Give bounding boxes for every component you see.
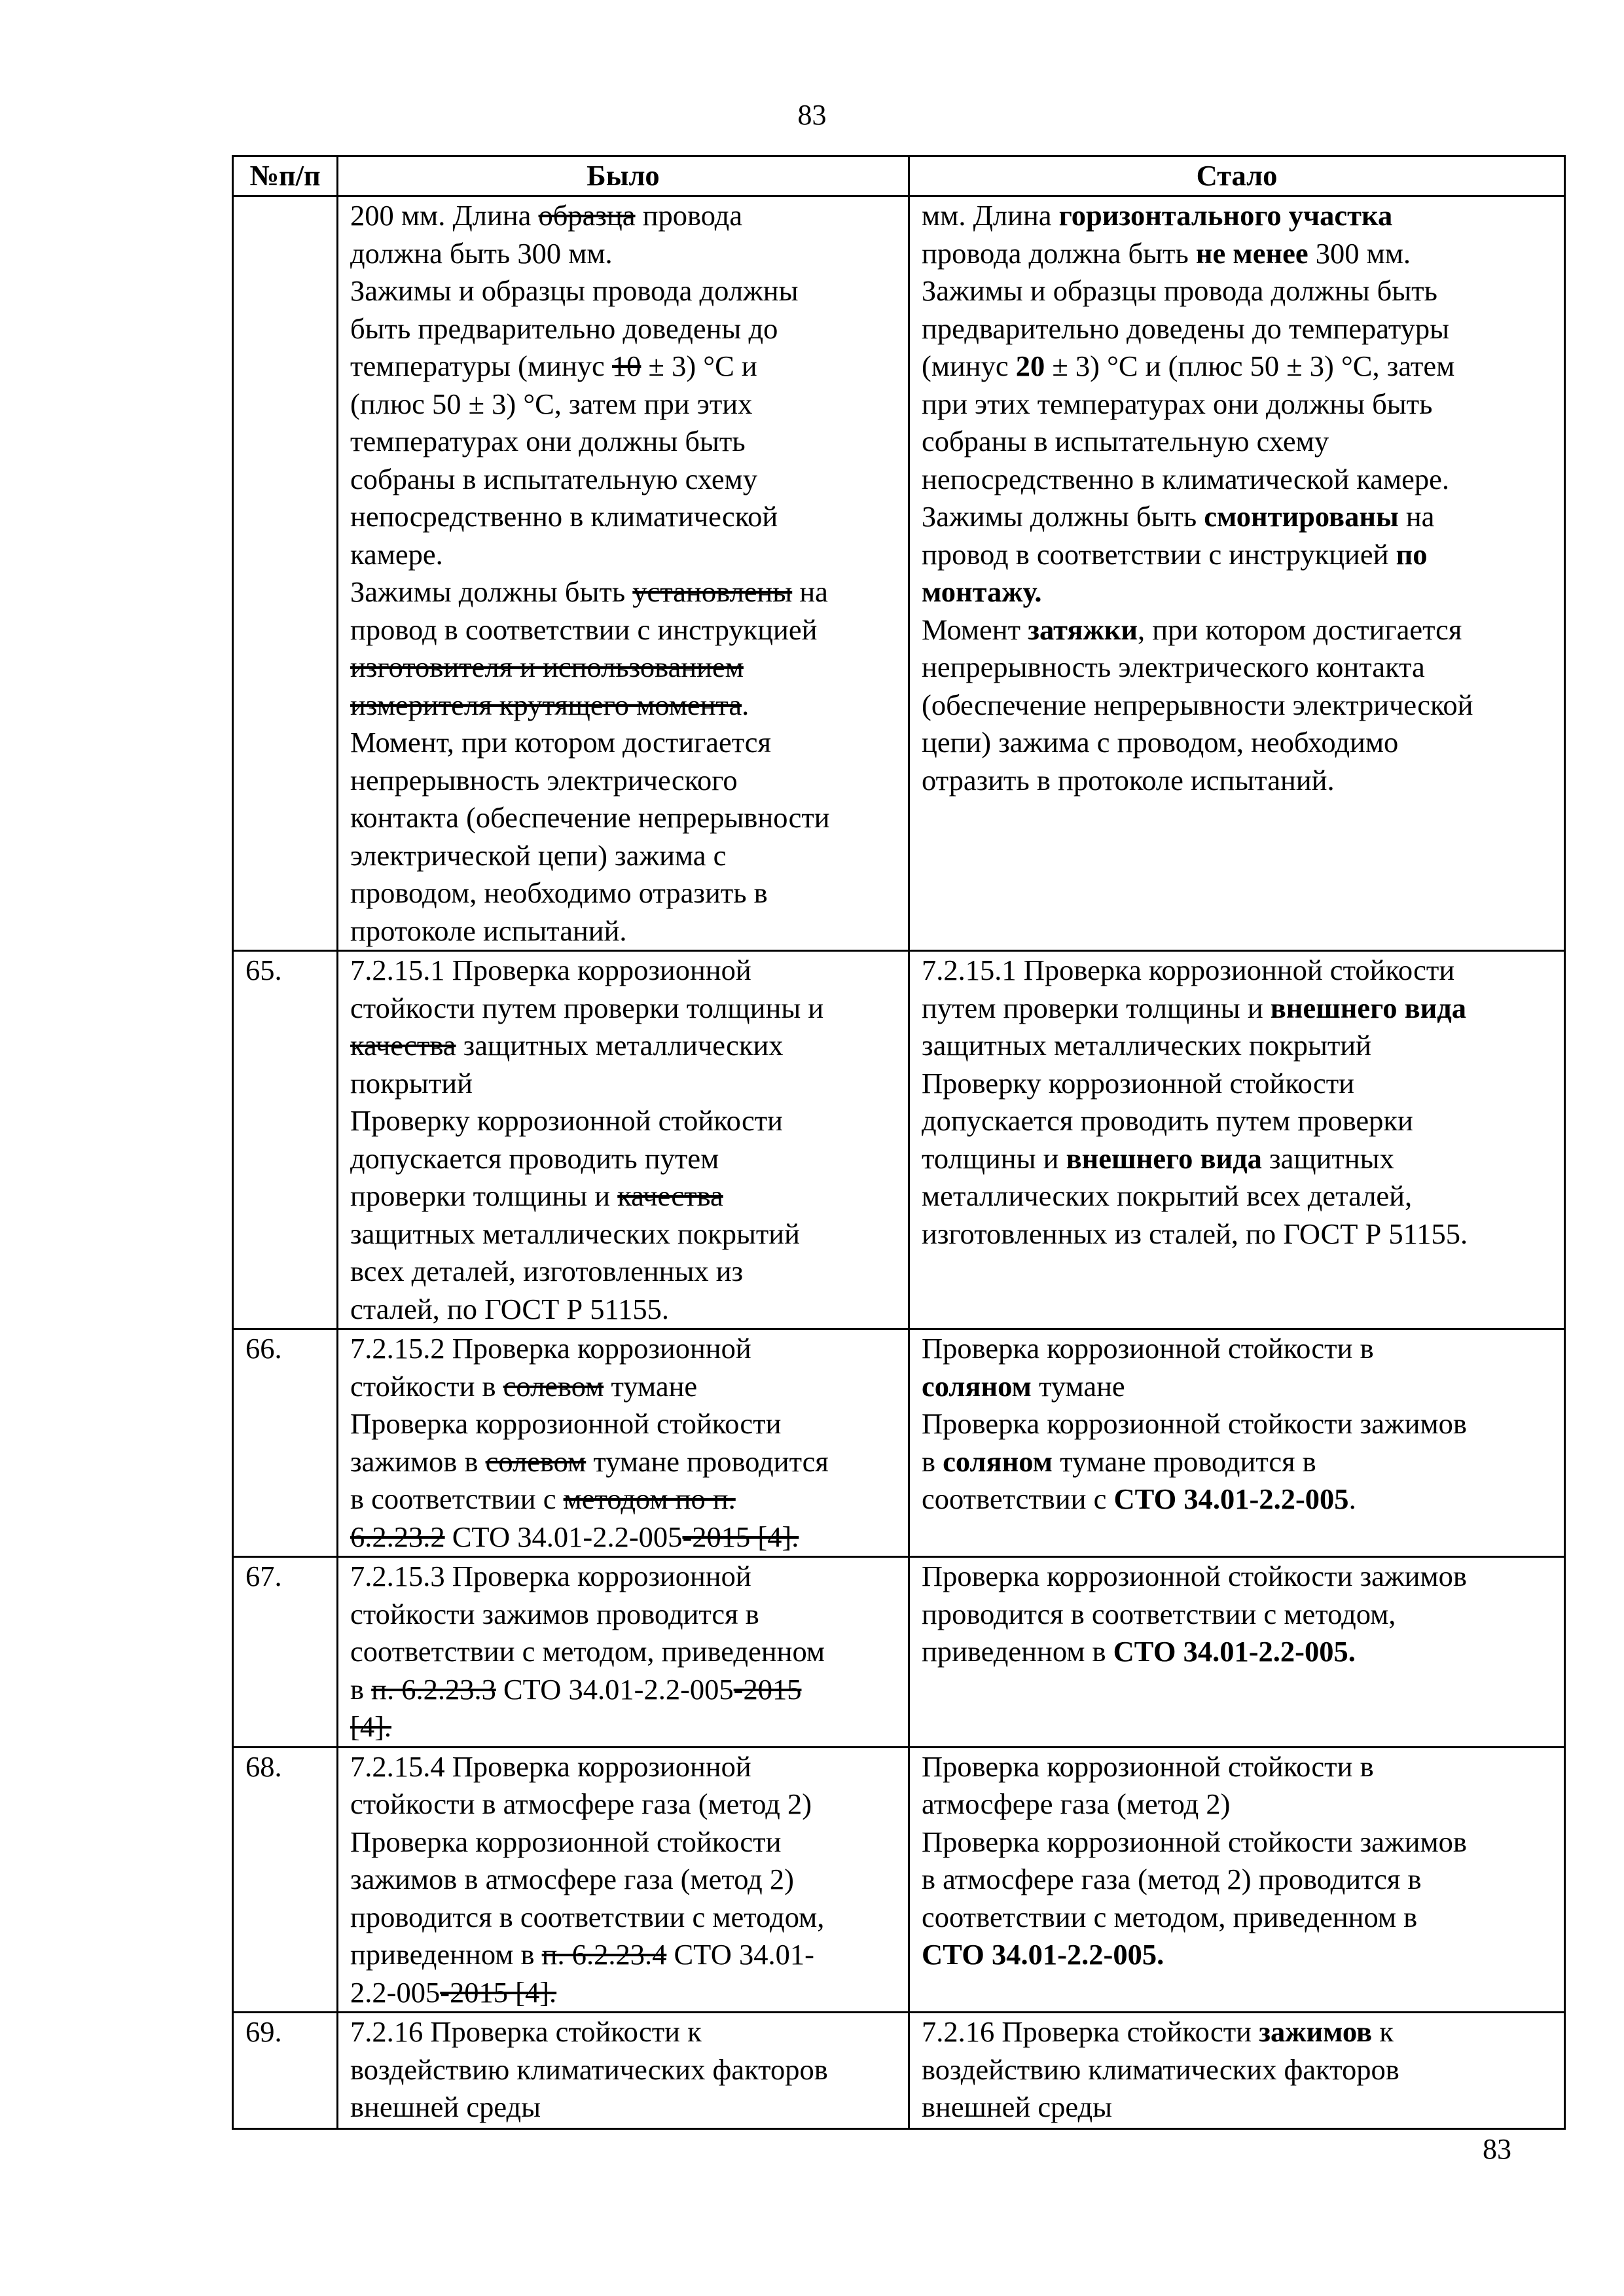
bold-text: затяжки — [1028, 613, 1138, 646]
cell-text-line — [350, 1748, 908, 1786]
text-segment: быть предварительно доведены до — [350, 312, 778, 345]
text-segment: непрерывность электрического — [350, 763, 738, 797]
text-segment: на — [1398, 500, 1435, 533]
cell-text-line — [350, 1177, 908, 1215]
cell-text-line — [350, 1671, 908, 1709]
text-segment: температуры (минус — [350, 350, 612, 382]
text-segment: провода должна быть — [922, 236, 1196, 270]
text-segment: непосредственно в климатической камере. — [922, 462, 1450, 495]
page-number-bottom: 83 — [1483, 2133, 1511, 2165]
cell-text-line — [922, 1861, 1564, 1899]
text-segment: Зажимы и образцы провода должны быть — [922, 274, 1437, 307]
cell-text-line — [350, 1405, 908, 1443]
row-number: 69. — [233, 2013, 338, 2129]
text-segment: воздействию климатических факторов — [922, 2053, 1399, 2086]
cell-text-line — [922, 1936, 1564, 1974]
cell-text-line — [922, 1215, 1564, 1253]
struck-text: п. 6.2.23.3 — [371, 1672, 496, 1706]
text-segment: в атмосфере газа (метод 2) проводится в — [922, 1863, 1422, 1895]
cell-text-line — [350, 1330, 908, 1368]
text-segment: всех деталей, изготовленных из — [350, 1255, 744, 1287]
text-segment: проверки толщины и — [350, 1179, 618, 1212]
text-segment: Проверку коррозионной стойкости — [922, 1066, 1354, 1100]
text-segment: отразить в протоколе испытаний. — [922, 763, 1335, 797]
header-was: Было — [338, 156, 909, 196]
cell-text-line — [350, 1518, 908, 1556]
cell-text-line — [350, 649, 908, 687]
cell-text-line — [922, 611, 1564, 649]
cell-text-line — [922, 573, 1564, 611]
cell-text-line — [350, 2051, 908, 2089]
cell-text-line — [350, 1443, 908, 1481]
text-segment: атмосфере газа (метод 2) — [922, 1787, 1231, 1820]
cell-text-line — [922, 1065, 1564, 1103]
header-num: №п/п — [233, 156, 338, 196]
text-segment: защитных — [1261, 1141, 1394, 1175]
cell-text-line — [922, 1405, 1564, 1443]
text-segment: приведенном в — [922, 1635, 1113, 1668]
struck-text: 10 — [611, 350, 641, 382]
cell-text-line — [922, 1330, 1564, 1368]
text-segment: собраны в испытательную схему — [922, 425, 1329, 457]
cell-text-line — [350, 573, 908, 611]
text-segment: тумане — [1031, 1369, 1125, 1403]
text-segment: воздействию климатических факторов — [350, 2053, 828, 2086]
cell-text-line — [922, 990, 1564, 1028]
text-segment: (минус — [922, 350, 1016, 382]
struck-text: -2015 — [733, 1672, 802, 1706]
text-segment: протоколе испытаний. — [350, 914, 627, 947]
text-segment: должна быть 300 мм. — [350, 236, 613, 270]
text-segment: цепи) зажима с проводом, необходимо — [922, 726, 1399, 759]
text-segment: проводом, необходимо отразить в — [350, 876, 768, 909]
struck-text: образца — [538, 199, 636, 232]
text-segment: соответствии с — [922, 1482, 1114, 1515]
cell-text-line — [922, 687, 1564, 725]
text-segment: Проверка коррозионной стойкости зажимов — [922, 1560, 1467, 1592]
bold-text: СТО 34.01-2.2-005 — [1113, 1482, 1349, 1515]
was-cell — [338, 951, 909, 1329]
cell-text-line — [350, 1102, 908, 1140]
row-number: 67. — [233, 1557, 338, 1748]
cell-text-line — [922, 235, 1564, 273]
text-segment: стойкости в — [350, 1369, 503, 1403]
text-segment: толщины и — [922, 1141, 1066, 1175]
text-segment: приведенном в — [350, 1938, 542, 1971]
cell-text-line — [350, 1974, 908, 2012]
text-segment: контакта (обеспечение непрерывности — [350, 801, 830, 834]
became-cell — [909, 1747, 1565, 2013]
cell-text-line — [350, 1368, 908, 1406]
text-segment: проводится в соответствии с методом, — [350, 1900, 825, 1933]
cell-text-line — [922, 762, 1564, 800]
cell-text-line — [922, 1785, 1564, 1823]
struck-text: [4]. — [350, 1710, 392, 1743]
was-cell — [338, 1747, 909, 2013]
cell-text-line — [350, 536, 908, 574]
text-segment: Проверка коррозионной стойкости зажимов — [922, 1407, 1467, 1440]
cell-text-line — [350, 423, 908, 461]
text-segment: (плюс 50 ± 3) °С, затем при этих — [350, 387, 753, 420]
bold-text: горизонтального участка — [1058, 199, 1393, 232]
struck-text: -2015 [4]. — [440, 1975, 557, 2009]
cell-text-line — [922, 1140, 1564, 1178]
text-segment: Проверка коррозионной стойкости в — [922, 1749, 1374, 1783]
cell-text-line — [350, 990, 908, 1028]
text-segment: металлических покрытий всех деталей, — [922, 1179, 1413, 1212]
cell-text-line — [922, 423, 1564, 461]
struck-text: качества — [617, 1179, 723, 1212]
cell-text-line — [350, 874, 908, 912]
text-segment: в — [922, 1444, 943, 1478]
table-row — [233, 2013, 1565, 2129]
text-segment: непосредственно в климатической — [350, 500, 778, 533]
cell-text-line — [350, 1558, 908, 1596]
cell-text-line — [922, 952, 1564, 990]
cell-text-line — [350, 272, 908, 310]
cell-text-line — [922, 348, 1564, 386]
cell-text-line — [350, 799, 908, 837]
bold-text: внешнего вида — [1270, 991, 1467, 1024]
cell-text-line — [350, 2013, 908, 2051]
was-cell — [338, 2013, 909, 2129]
text-segment: Момент, при котором достигается — [350, 726, 771, 759]
cell-text-line — [922, 724, 1564, 762]
bold-text: СТО 34.01-2.2-005. — [1113, 1635, 1356, 1668]
text-segment: 7.2.15.4 Проверка коррозионной — [350, 1749, 751, 1783]
cell-text-line — [350, 461, 908, 499]
text-segment: внешней среды — [350, 2090, 541, 2123]
text-segment: стойкости путем проверки толщины и — [350, 991, 824, 1024]
text-segment: Проверку коррозионной стойкости — [350, 1104, 783, 1137]
text-segment: Проверка коррозионной стойкости — [350, 1825, 782, 1858]
bold-text: монтажу. — [922, 575, 1042, 608]
text-segment: Зажимы и образцы провода должны — [350, 274, 799, 307]
text-segment: провод в соответствии с инструкцией — [350, 613, 818, 646]
bold-text: по — [1396, 537, 1428, 571]
text-segment: защитных металлических покрытий — [350, 1217, 800, 1250]
cell-text-line — [350, 1027, 908, 1065]
cell-text-line — [922, 1633, 1564, 1671]
table-row — [233, 1557, 1565, 1748]
cell-text-line — [922, 461, 1564, 499]
cell-text-line — [922, 1102, 1564, 1140]
text-segment: Зажимы должны быть — [350, 575, 633, 608]
text-segment: допускается проводить путем — [350, 1141, 719, 1175]
cell-text-line — [922, 536, 1564, 574]
text-segment: 200 мм. Длина — [350, 199, 539, 232]
text-segment: СТО 34.01-2.2-005 — [496, 1672, 734, 1706]
text-segment: ± 3) °С и — [641, 350, 757, 382]
cell-text-line — [350, 2089, 908, 2126]
cell-text-line — [350, 1253, 908, 1291]
text-segment: защитных металлических — [456, 1029, 784, 1062]
text-segment: СТО 34.01- — [666, 1938, 814, 1971]
cell-text-line — [350, 724, 908, 762]
bold-text: внешнего вида — [1066, 1141, 1262, 1175]
cell-text-line — [350, 837, 908, 875]
table-header-row — [233, 156, 1565, 196]
text-segment: к — [1372, 2015, 1394, 2048]
cell-text-line — [350, 1861, 908, 1899]
text-segment: 7.2.16 Проверка стойкости — [922, 2015, 1259, 2048]
text-segment: 7.2.15.1 Проверка коррозионной — [350, 954, 751, 986]
table-row — [233, 1747, 1565, 2013]
text-segment: при этих температурах они должны быть — [922, 387, 1433, 420]
text-segment: провод в соответствии с инструкцией — [922, 537, 1396, 571]
cell-text-line — [350, 611, 908, 649]
struck-text: изготовителя и использованием — [350, 651, 744, 683]
cell-text-line — [922, 1368, 1564, 1406]
cell-text-line — [350, 310, 908, 348]
cell-text-line — [350, 386, 908, 423]
cell-text-line — [350, 1785, 908, 1823]
cell-text-line — [922, 386, 1564, 423]
text-segment: допускается проводить путем проверки — [922, 1104, 1413, 1137]
row-number: 65. — [233, 951, 338, 1329]
cell-text-line — [350, 952, 908, 990]
bold-text: смонтированы — [1204, 500, 1399, 533]
was-cell — [338, 1557, 909, 1748]
text-segment: СТО 34.01-2.2-005 — [444, 1520, 683, 1553]
table-row — [233, 196, 1565, 951]
cell-text-line — [350, 1291, 908, 1329]
text-segment: 2.2-005 — [350, 1975, 441, 2009]
text-segment: зажимов в атмосфере газа (метод 2) — [350, 1863, 794, 1895]
cell-text-line — [350, 687, 908, 725]
cell-text-line — [922, 1596, 1564, 1634]
text-segment: тумане — [604, 1369, 698, 1403]
text-segment: в — [350, 1672, 372, 1706]
cell-text-line — [350, 498, 908, 536]
table-row — [233, 951, 1565, 1329]
header-became: Стало — [909, 156, 1565, 196]
text-segment: соответствии с методом, приведенном — [350, 1635, 825, 1668]
text-segment: непрерывность электрического контакта — [922, 651, 1425, 683]
bold-text: СТО 34.01-2.2-005. — [922, 1938, 1164, 1971]
struck-text: -2015 [4]. — [682, 1520, 799, 1553]
text-segment: 7.2.15.2 Проверка коррозионной — [350, 1332, 751, 1365]
text-segment: ± 3) °С и (плюс 50 ± 3) °С, затем — [1045, 350, 1455, 382]
text-segment: путем проверки толщины и — [922, 991, 1271, 1024]
cell-text-line — [922, 1443, 1564, 1481]
text-segment: защитных металлических покрытий — [922, 1029, 1371, 1062]
bold-text: соляном — [922, 1369, 1032, 1403]
row-number: 68. — [233, 1747, 338, 2013]
cell-text-line — [350, 197, 908, 235]
was-cell — [338, 196, 909, 951]
cell-text-line — [350, 1936, 908, 1974]
text-segment: 300 мм. — [1308, 236, 1411, 270]
text-segment: Проверка коррозионной стойкости зажимов — [922, 1825, 1467, 1858]
cell-text-line — [350, 1823, 908, 1861]
struck-text: солевом — [485, 1444, 586, 1478]
struck-text: 6.2.23.2 — [350, 1520, 445, 1553]
bold-text: соляном — [943, 1444, 1053, 1478]
cell-text-line — [922, 1558, 1564, 1596]
text-segment: . — [1348, 1482, 1356, 1515]
text-segment: 7.2.15.1 Проверка коррозионной стойкости — [922, 954, 1455, 986]
cell-text-line — [350, 762, 908, 800]
cell-text-line — [350, 1596, 908, 1634]
text-segment: тумане проводится — [586, 1444, 829, 1478]
cell-text-line — [922, 1480, 1564, 1518]
text-segment: , при котором достигается — [1138, 613, 1462, 646]
text-segment: стойкости зажимов проводится в — [350, 1597, 759, 1630]
cell-text-line — [922, 1823, 1564, 1861]
cell-text-line — [350, 912, 908, 950]
text-segment: мм. Длина — [922, 199, 1059, 232]
text-segment: камере. — [350, 537, 443, 571]
struck-text: установлены — [632, 575, 793, 608]
text-segment: тумане проводится в — [1052, 1444, 1316, 1478]
text-segment: Зажимы должны быть — [922, 500, 1204, 533]
bold-text: не менее — [1195, 236, 1308, 270]
row-number — [233, 196, 338, 951]
text-segment: Момент — [922, 613, 1028, 646]
cell-text-line — [350, 1215, 908, 1253]
comparison-table — [232, 155, 1566, 2130]
struck-text: качества — [350, 1029, 456, 1062]
bold-text: зажимов — [1259, 2015, 1373, 2048]
text-segment: собраны в испытательную схему — [350, 462, 758, 495]
cell-text-line — [922, 1027, 1564, 1065]
text-segment: изготовленных из сталей, по ГОСТ Р 51155. — [922, 1217, 1468, 1250]
text-segment: зажимов в — [350, 1444, 486, 1478]
table-row — [233, 1329, 1565, 1557]
struck-text: солевом — [503, 1369, 604, 1403]
cell-text-line — [922, 2089, 1564, 2126]
cell-text-line — [922, 1899, 1564, 1937]
text-segment: внешней среды — [922, 2090, 1113, 2123]
text-segment: температурах они должны быть — [350, 425, 746, 457]
text-segment: сталей, по ГОСТ Р 51155. — [350, 1292, 669, 1325]
cell-text-line — [350, 1899, 908, 1937]
text-segment: Проверка коррозионной стойкости в — [922, 1332, 1374, 1365]
row-number: 66. — [233, 1329, 338, 1557]
text-segment: 7.2.15.3 Проверка коррозионной — [350, 1560, 751, 1592]
cell-text-line — [350, 1065, 908, 1103]
text-segment: 7.2.16 Проверка стойкости к — [350, 2015, 702, 2048]
became-cell — [909, 1329, 1565, 1557]
cell-text-line — [922, 272, 1564, 310]
text-segment: стойкости в атмосфере газа (метод 2) — [350, 1787, 812, 1820]
text-segment: электрической цепи) зажима с — [350, 838, 727, 872]
cell-text-line — [922, 1748, 1564, 1786]
page-number-top: 83 — [797, 99, 827, 131]
cell-text-line — [922, 498, 1564, 536]
text-segment: на — [792, 575, 828, 608]
became-cell — [909, 951, 1565, 1329]
text-segment: Проверка коррозионной стойкости — [350, 1407, 782, 1440]
text-segment: предварительно доведены до температуры — [922, 312, 1450, 345]
text-segment: (обеспечение непрерывности электрической — [922, 688, 1473, 721]
cell-text-line — [922, 2051, 1564, 2089]
text-segment: в соответствии с — [350, 1482, 564, 1515]
cell-text-line — [350, 1480, 908, 1518]
became-cell — [909, 196, 1565, 951]
cell-text-line — [350, 1140, 908, 1178]
was-cell — [338, 1329, 909, 1557]
text-segment: соответствии с методом, приведенном в — [922, 1900, 1418, 1933]
cell-text-line — [350, 1708, 908, 1746]
struck-text: п. 6.2.23.4 — [541, 1938, 667, 1971]
became-cell — [909, 1557, 1565, 1748]
cell-text-line — [350, 348, 908, 386]
cell-text-line — [350, 1633, 908, 1671]
struck-text: методом по п. — [563, 1482, 736, 1515]
cell-text-line — [922, 310, 1564, 348]
cell-text-line — [922, 197, 1564, 235]
text-segment: . — [742, 688, 749, 721]
struck-text: измерителя крутящего момента — [350, 688, 742, 721]
cell-text-line — [922, 1177, 1564, 1215]
cell-text-line — [922, 2013, 1564, 2051]
cell-text-line — [350, 235, 908, 273]
bold-text: 20 — [1015, 350, 1045, 382]
text-segment: провода — [635, 199, 743, 232]
cell-text-line — [922, 649, 1564, 687]
text-segment: проводится в соответствии с методом, — [922, 1597, 1396, 1630]
text-segment: покрытий — [350, 1066, 473, 1100]
became-cell — [909, 2013, 1565, 2129]
